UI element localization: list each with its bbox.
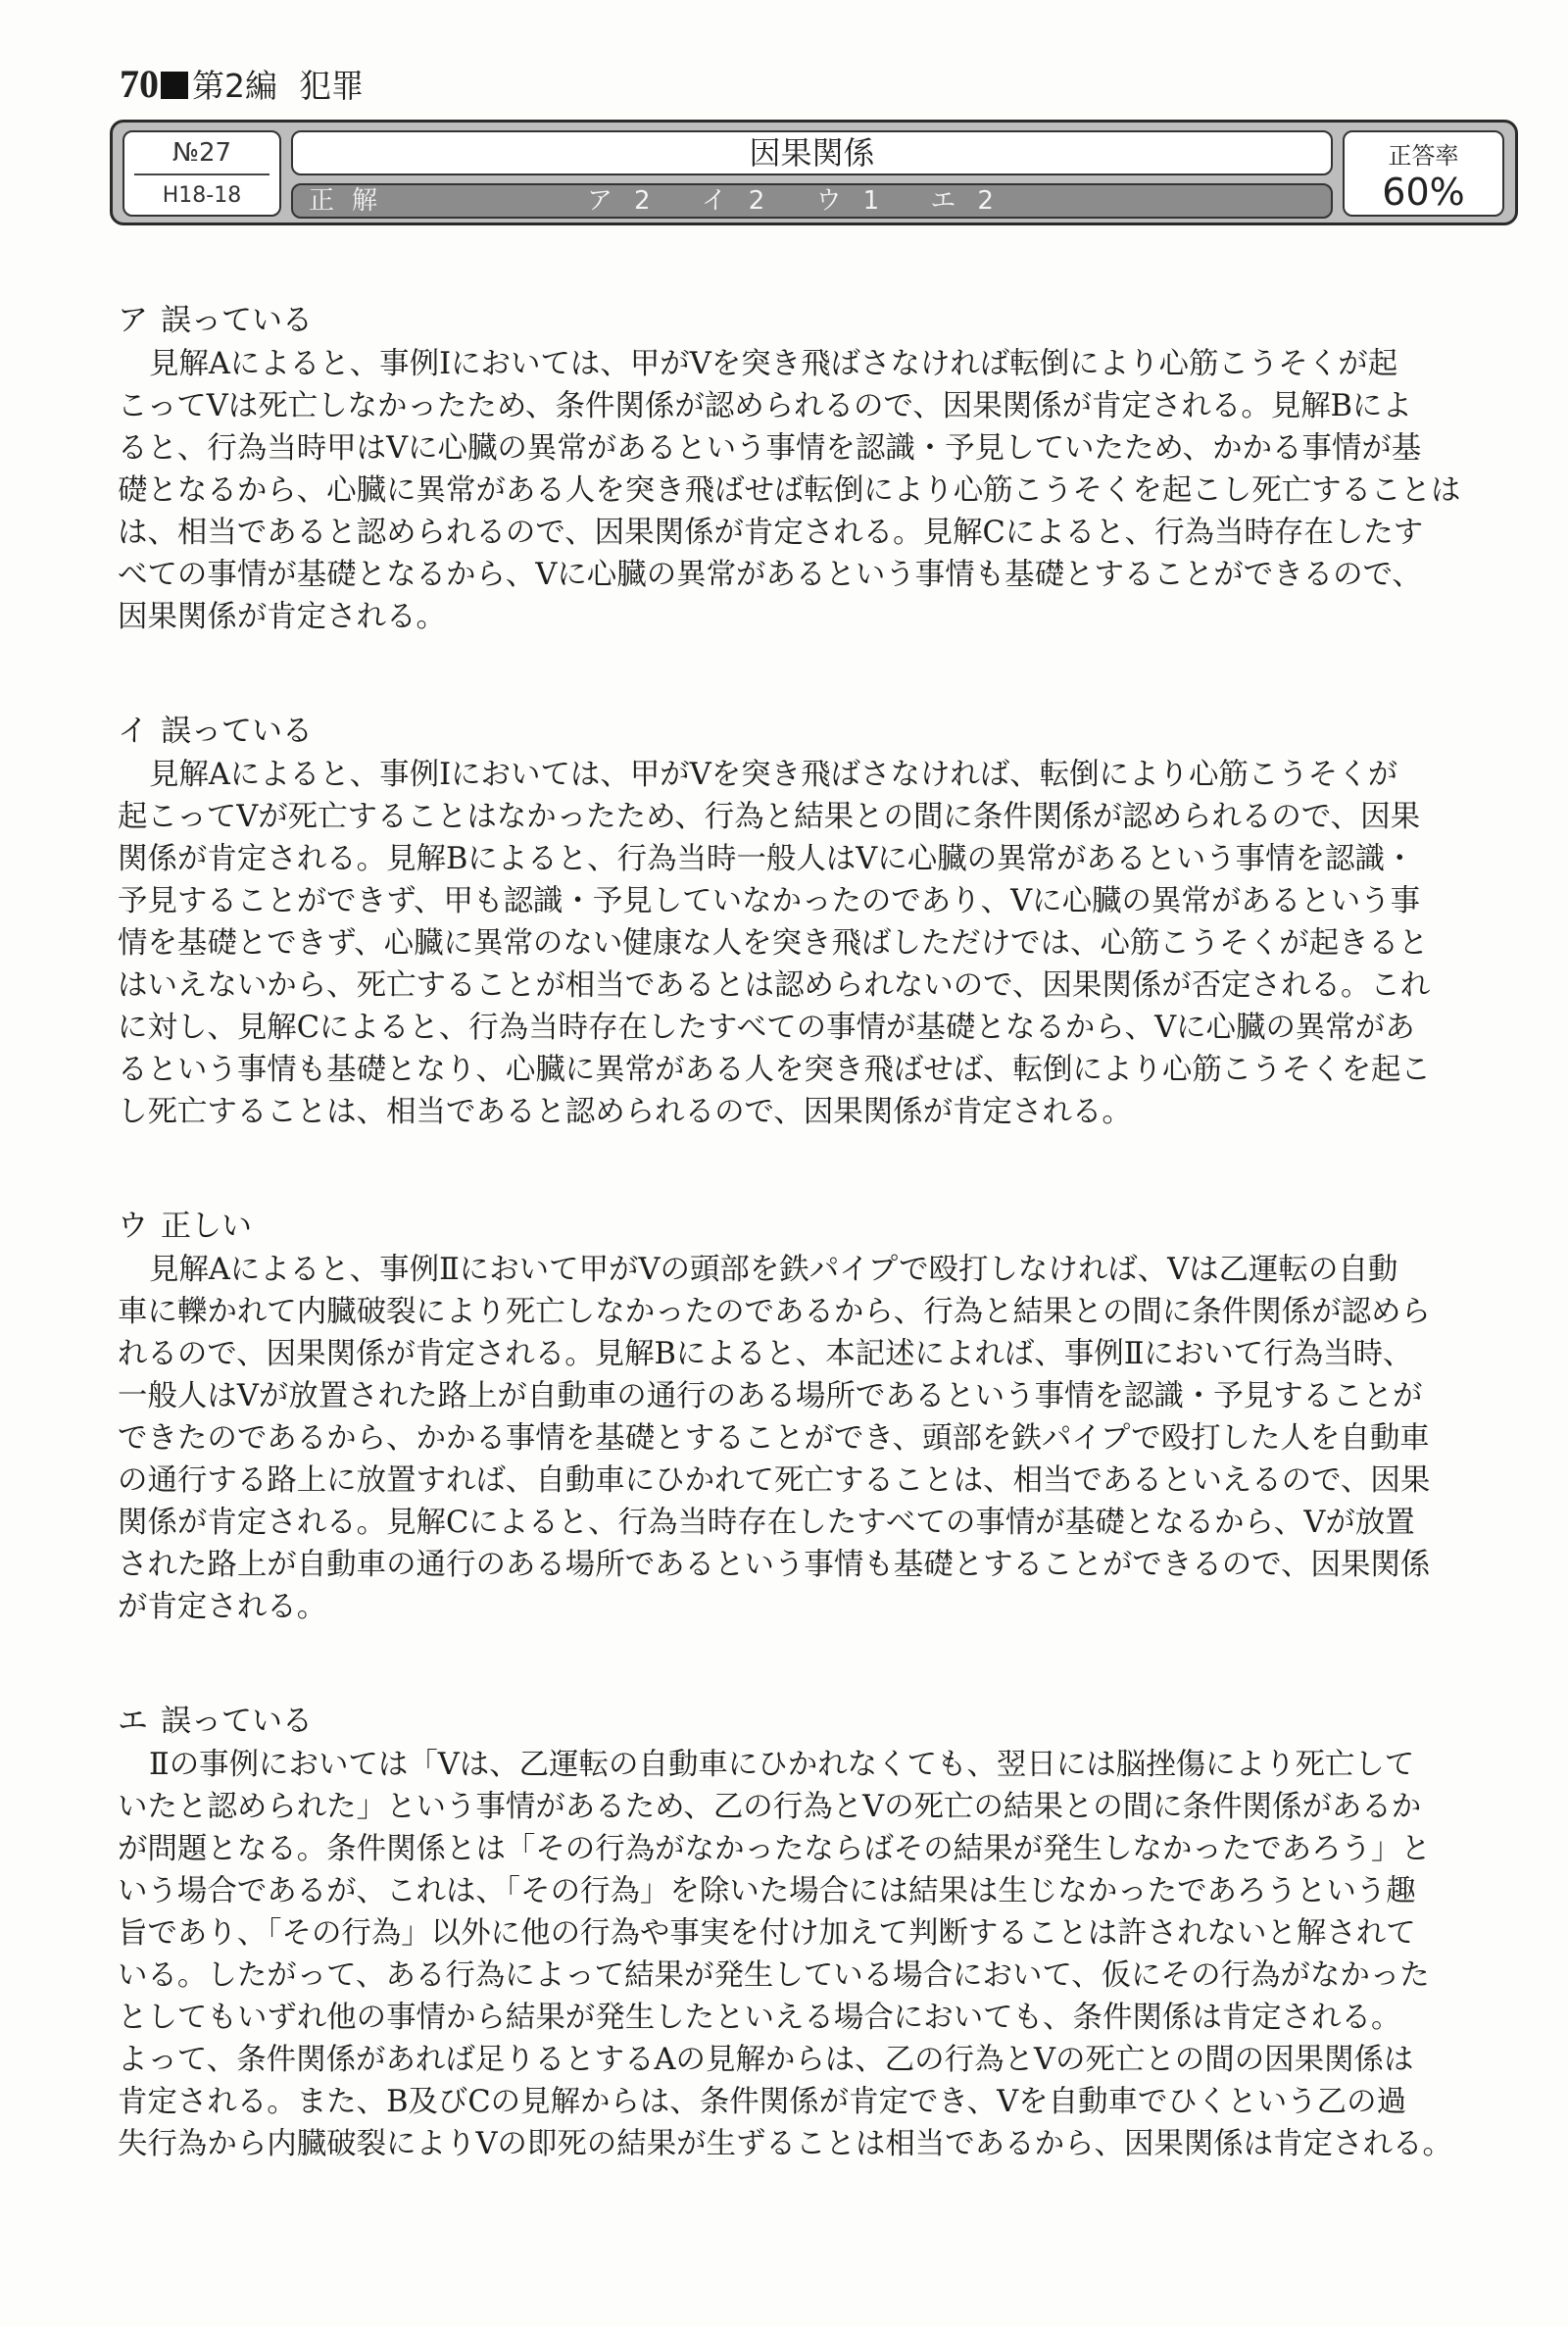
body-line: 予見することができず、甲も認識・予見していなかったのであり、Vに心臓の異常があるという事 <box>118 884 1421 918</box>
accuracy-rate-label: 正答率 <box>1388 142 1459 170</box>
body-line: いたと認められた」という事情があるため、乙の行為とVの死亡の結果との間に条件関係があるか <box>118 1790 1422 1824</box>
body-line: 旨であり、「その行為」以外に他の行為や事実を付け加えて判断することは許されないと解されて <box>118 1916 1416 1951</box>
item-letter: ウ <box>118 1209 148 1244</box>
item-heading <box>118 298 1519 343</box>
question-number-box <box>122 130 281 217</box>
body-line: 車に轢かれて内臓破裂により死亡しなかったのであるから、行為と結果との間に条件関係が認めら <box>118 1295 1431 1329</box>
body-line: し死亡することは、相当であると認められるので、因果関係が肯定される。 <box>118 1095 1132 1129</box>
item-letter: エ <box>118 1704 148 1739</box>
chapter-label: 犯罪 <box>299 67 364 105</box>
item-letter: イ <box>118 714 148 749</box>
accuracy-rate-box <box>1343 130 1504 217</box>
square-icon <box>161 72 188 99</box>
item-spacer <box>118 1628 1519 1699</box>
answer-value: ア2 イ2 ウ1 エ2 <box>587 186 1015 216</box>
body-line: 関係が肯定される。見解Cによると、行為当時存在したすべての事情が基礎となるから、Vが放置 <box>118 1506 1415 1540</box>
body-line: 肯定される。また、B及びCの見解からは、条件関係が肯定でき、Vを自動車でひくという乙の過 <box>118 2085 1407 2119</box>
question-header-box <box>110 120 1518 225</box>
body-line: 見解Aによると、事例Ⅱにおいて甲がVの頭部を鉄パイプで殴打しなければ、Vは乙運転の自動 <box>149 1253 1398 1287</box>
body-line: が問題となる。条件関係とは「その行為がなかったならばその結果が発生しなかったであろう」と <box>118 1832 1431 1866</box>
item-verdict: 誤っている <box>161 303 313 338</box>
item-spacer <box>118 1133 1519 1204</box>
answer-label: 正解 <box>309 186 396 216</box>
body-line: るという事情も基礎となり、心臓に異常がある人を突き飛ばせば、転倒により心筋こうそくを起こ <box>118 1053 1431 1087</box>
body-line: が肯定される。 <box>118 1590 327 1624</box>
explanation-item <box>118 1699 1519 2165</box>
explanation-items <box>118 298 1519 2165</box>
section-label: 第2編 <box>192 67 277 105</box>
body-line: ると、行為当時甲はVに心臓の異常があるという事情を認識・予見していたため、かかる事情が基 <box>118 431 1422 466</box>
body-line: はいえないから、死亡することが相当であるとは認められないので、因果関係が否定される。これ <box>118 968 1431 1003</box>
item-letter: ア <box>118 303 148 338</box>
page-number: 70 <box>120 62 159 106</box>
body-line: 失行為から内臓破裂によりVの即死の結果が生ずることは相当であるから、因果関係は肯定される。 <box>118 2127 1452 2161</box>
body-line: 見解Aによると、事例Ⅰにおいては、甲がVを突き飛ばさなければ転倒により心筋こうそくが起 <box>149 347 1398 381</box>
item-verdict: 正しい <box>161 1209 252 1244</box>
body-line: よって、条件関係があれば足りるとするAの見解からは、乙の行為とVの死亡との間の因果関係は <box>118 2043 1414 2077</box>
body-line: 関係が肯定される。見解Bによると、行為当時一般人はVに心臓の異常があるという事情を認識・ <box>118 842 1415 876</box>
question-title: 因果関係 <box>291 130 1333 175</box>
body-line: Ⅱの事例においては「Vは、乙運転の自動車にひかれなくても、翌日には脳挫傷により死亡して <box>149 1748 1415 1782</box>
body-line: は、相当であると認められるので、因果関係が肯定される。見解Cによると、行為当時存在したす <box>118 516 1424 550</box>
body-line: の通行する路上に放置すれば、自動車にひかれて死亡することは、相当であるといえるので、因果 <box>118 1463 1431 1498</box>
question-year-code: H18-18 <box>162 183 242 208</box>
body-line: 一般人はVが放置された路上が自動車の通行のある場所であるという事情を認識・予見することが <box>118 1379 1423 1413</box>
accuracy-rate-value: 60% <box>1382 171 1465 214</box>
explanation-item <box>118 709 1519 1133</box>
item-heading <box>118 1204 1519 1249</box>
item-heading <box>118 709 1519 754</box>
body-line: 因果関係が肯定される。 <box>118 600 446 634</box>
body-line: れるので、因果関係が肯定される。見解Bによると、本記述によれば、事例Ⅱにおいて行為当時、 <box>118 1337 1413 1371</box>
item-body <box>118 1744 1519 2165</box>
body-line: 情を基礎とできず、心臓に異常のない健康な人を突き飛ばしただけでは、心筋こうそくが起きると <box>118 926 1429 961</box>
running-header <box>120 61 364 107</box>
item-body <box>118 343 1519 638</box>
item-verdict: 誤っている <box>161 714 313 749</box>
explanation-content <box>118 298 1519 2165</box>
body-line: べての事情が基礎となるから、Vに心臓の異常があるという事情も基礎とすることができるので、 <box>118 558 1422 592</box>
answer-bar <box>291 183 1333 219</box>
item-body <box>118 1249 1519 1628</box>
item-verdict: 誤っている <box>161 1704 313 1739</box>
body-line: こってVは死亡しなかったため、条件関係が認められるので、因果関係が肯定される。見解Bによ <box>118 389 1412 423</box>
body-line: 礎となるから、心臓に異常がある人を突き飛ばせば転倒により心筋こうそくを起こし死亡することは <box>118 473 1461 508</box>
body-line: に対し、見解Cによると、行為当時存在したすべての事情が基礎となるから、Vに心臓の異常があ <box>118 1011 1415 1045</box>
body-line: された路上が自動車の通行のある場所であるという事情も基礎とすることができるので、因果関係 <box>118 1548 1431 1582</box>
question-number: №27 <box>134 132 270 175</box>
body-line: いる。したがって、ある行為によって結果が発生している場合において、仮にその行為がなかった <box>118 1958 1430 1993</box>
item-spacer <box>118 638 1519 709</box>
explanation-item <box>118 298 1519 638</box>
explanation-item <box>118 1204 1519 1628</box>
body-line: できたのであるから、かかる事情を基礎とすることができ、頭部を鉄パイプで殴打した人を自動車 <box>118 1421 1430 1456</box>
body-line: いう場合であるが、これは、「その行為」を除いた場合には結果は生じなかったであろうという趣 <box>118 1874 1416 1908</box>
body-line: 起こってVが死亡することはなかったため、行為と結果との間に条件関係が認められるので、因果 <box>118 800 1421 834</box>
body-line: 見解Aによると、事例Ⅰにおいては、甲がVを突き飛ばさなければ、転倒により心筋こうそくが <box>149 758 1398 792</box>
item-body <box>118 754 1519 1133</box>
item-heading <box>118 1699 1519 1744</box>
body-line: としてもいずれ他の事情から結果が発生したといえる場合においても、条件関係は肯定される。 <box>118 2001 1401 2035</box>
